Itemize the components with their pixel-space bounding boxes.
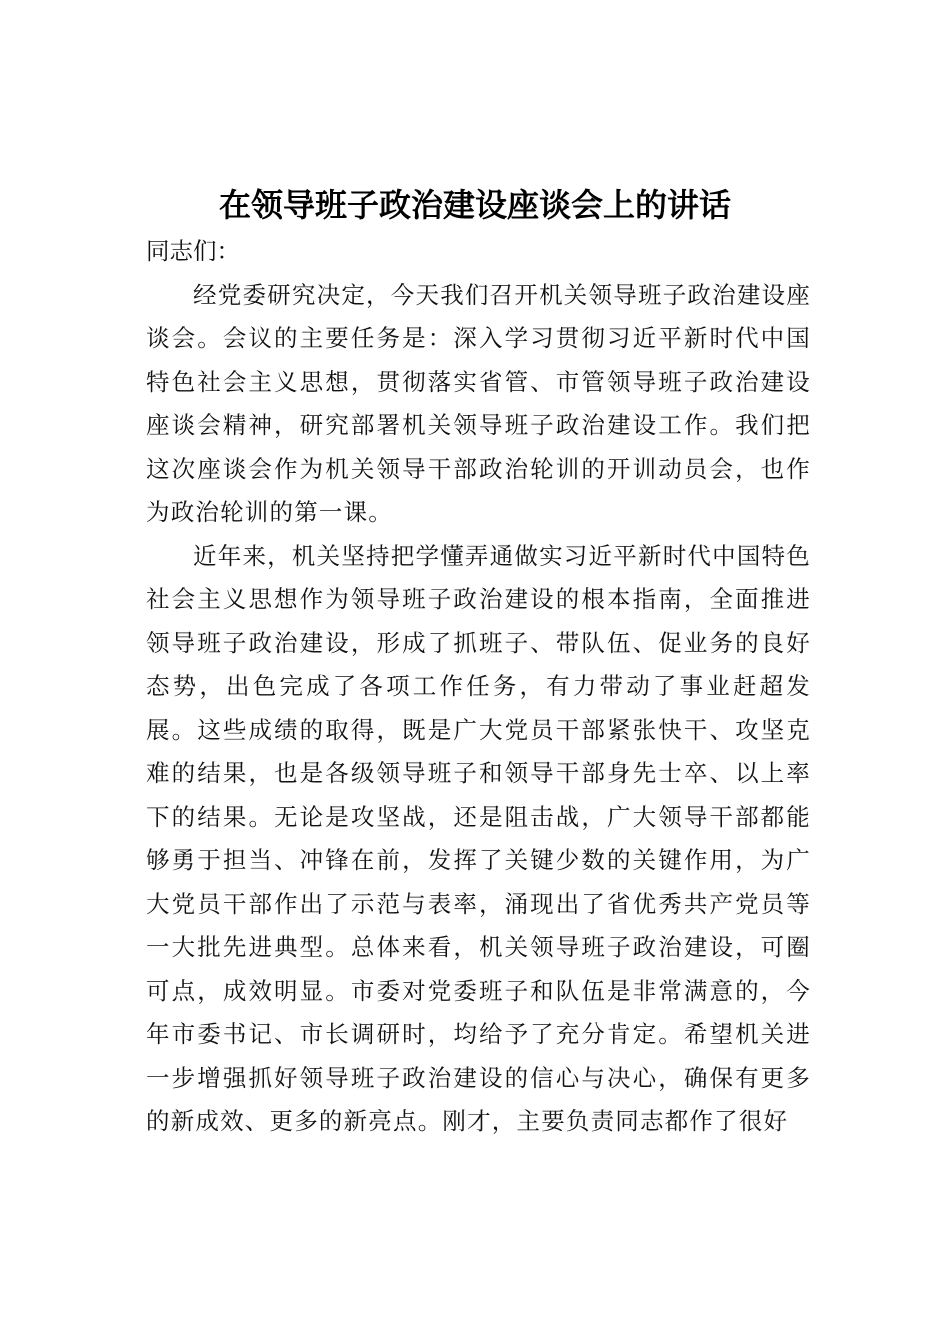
document-title: 在领导班子政治建设座谈会上的讲话 xyxy=(218,186,731,225)
paragraph: 近年来，机关坚持把学懂弄通做实习近平新时代中国特色社会主义思想作为领导班子政治建设的根本指南，全面推进领导班子政治建设，形成了抓班子、带队伍、促业务的良好态势，出色完成了各项工作任务，有力带动了事业赶超发展。这些成绩的取得，既是广大党员干部紧张快干、攻坚克难的结果，也是各级领导班子和领导干部身先士卒、以上率下的结果。无论是攻坚战，还是阻击战，广大领导干部都能够勇于担当、冲锋在前，发挥了关键少数的关键作用，为广大党员干部作出了示范与表率，涌现出了省优秀共产党员等一大批先进典型。总体来看，机关领导班子政治建设，可圈可点，成效明显。市委对党委班子和队伍是非常满意的，今年市委书记、市长调研时，均给予了充分肯定。希望机关进一步增强抓好领导班子政治建设的信心与决心，确保有更多的新成效、更多的新亮点。刚才，主要负责同志都作了很好 xyxy=(146,541,811,1135)
document-body xyxy=(146,230,811,1144)
salutation: 同志们： xyxy=(146,237,240,265)
paragraph: 经党委研究决定，今天我们召开机关领导班子政治建设座谈会。会议的主要任务是：深入学习贯彻习近平新时代中国特色社会主义思想，贯彻落实省管、市管领导班子政治建设座谈会精神，研究部署机关领导班子政治建设工作。我们把这次座谈会作为机关领导干部政治轮训的开训动员会，也作为政治轮训的第一课。 xyxy=(146,280,811,526)
